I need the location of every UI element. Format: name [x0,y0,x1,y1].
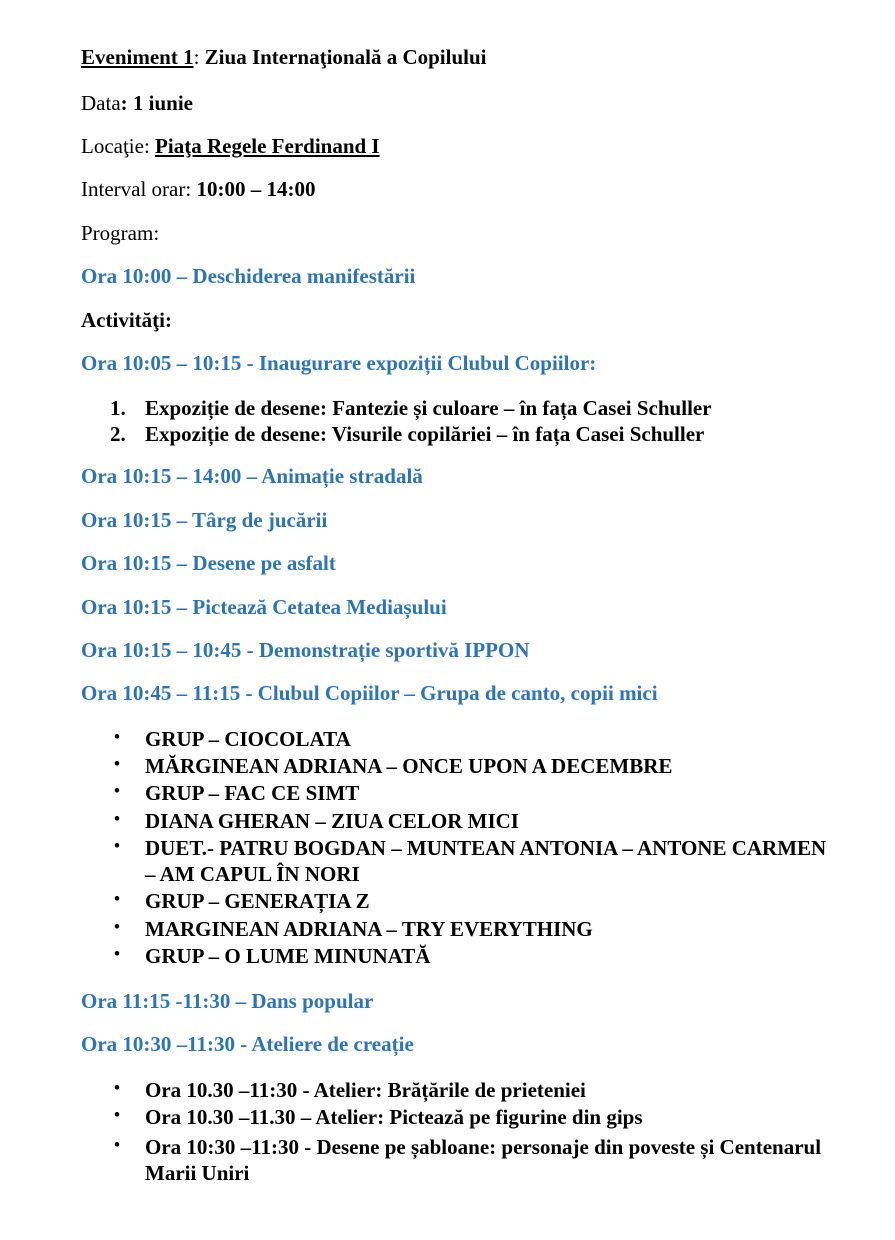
list-number: 2. [110,422,126,446]
location-value: Piaţa Regele Ferdinand I [155,134,380,158]
bullet-icon: • [114,836,120,855]
interval-line [81,176,315,202]
list-item-text: Ora 10.30 –11.30 – Atelier: Pictează pe figurine din gips [145,1105,643,1129]
list-item-text: Ora 10.30 –11:30 - Atelier: Brățările de prieteniei [145,1078,586,1102]
list-item-text: Expoziție de desene: Fantezie și culoare – în fața Casei Schuller [145,396,712,420]
exhibitions-heading: Ora 10:05 – 10:15 - Inaugurare expoziții Clubul Copiilor: [81,351,597,375]
canto-heading: Ora 10:45 – 11:15 - Clubul Copiilor – Grupa de canto, copii mici [81,681,658,705]
list-item-text: DIANA GHERAN – ZIUA CELOR MICI [145,809,519,833]
bullet-icon: • [114,727,120,746]
bullet-icon: • [114,889,120,908]
bullet-icon: • [114,1078,120,1097]
list-item-text: MARGINEAN ADRIANA – TRY EVERYTHING [145,917,593,941]
schedule-item: Ora 10:15 – Pictează Cetatea Mediașului [81,595,447,619]
list-item-text: Marii Uniri [145,1161,250,1185]
bullet-icon: • [114,1105,120,1124]
bullet-icon: • [114,917,120,936]
date-value: : 1 iunie [120,91,193,115]
schedule-item: Ora 10:15 – 14:00 – Animație stradală [81,464,423,488]
bullet-icon: • [114,809,120,828]
list-item-text: GRUP – O LUME MINUNATĂ [145,944,431,968]
list-item-text: DUET.- PATRU BOGDAN – MUNTEAN ANTONIA – ANTONE CARMEN [145,836,827,860]
location-line [81,133,380,159]
schedule-item: Ora 10:15 – Târg de jucării [81,508,328,532]
list-item-text: Ora 10:30 –11:30 - Desene pe șabloane: personaje din poveste și Centenarul [145,1135,822,1159]
program-label: Program: [81,221,160,245]
bullet-icon: • [114,944,120,963]
schedule-item: Ora 10:15 – Desene pe asfalt [81,551,336,575]
opening-line: Ora 10:00 – Deschiderea manifestării [81,264,416,288]
list-item-text: GRUP – GENERAȚIA Z [145,889,370,913]
bullet-icon: • [114,1135,120,1154]
schedule-item: Ora 10:15 – 10:45 - Demonstrație sportivă IPPON [81,638,530,662]
event-separator: : [193,45,200,69]
list-item-text: Expoziție de desene: Visurile copilăriei – în fața Casei Schuller [145,422,705,446]
bullet-icon: • [114,781,120,800]
dance-line: Ora 11:15 -11:30 – Dans popular [81,989,374,1013]
bullet-icon: • [114,754,120,773]
list-item-text: – AM CAPUL ÎN NORI [145,862,360,886]
interval-label: Interval orar: [81,177,197,201]
date-label: Data [81,91,121,115]
interval-value: 10:00 – 14:00 [196,177,316,201]
list-item-text: GRUP – CIOCOLATA [145,727,351,751]
location-label: Locaţie: [81,134,156,158]
event-label: Eveniment 1 [81,45,194,69]
event-title-line [81,44,487,70]
list-item-text: MĂRGINEAN ADRIANA – ONCE UPON A DECEMBRE [145,754,673,778]
workshops-heading: Ora 10:30 –11:30 - Ateliere de creație [81,1032,414,1056]
list-number: 1. [110,396,126,420]
list-item-text: GRUP – FAC CE SIMT [145,781,360,805]
date-line [81,90,193,116]
event-title: Ziua Internaţională a Copilului [204,45,487,69]
activities-label: Activităţi: [81,308,172,332]
